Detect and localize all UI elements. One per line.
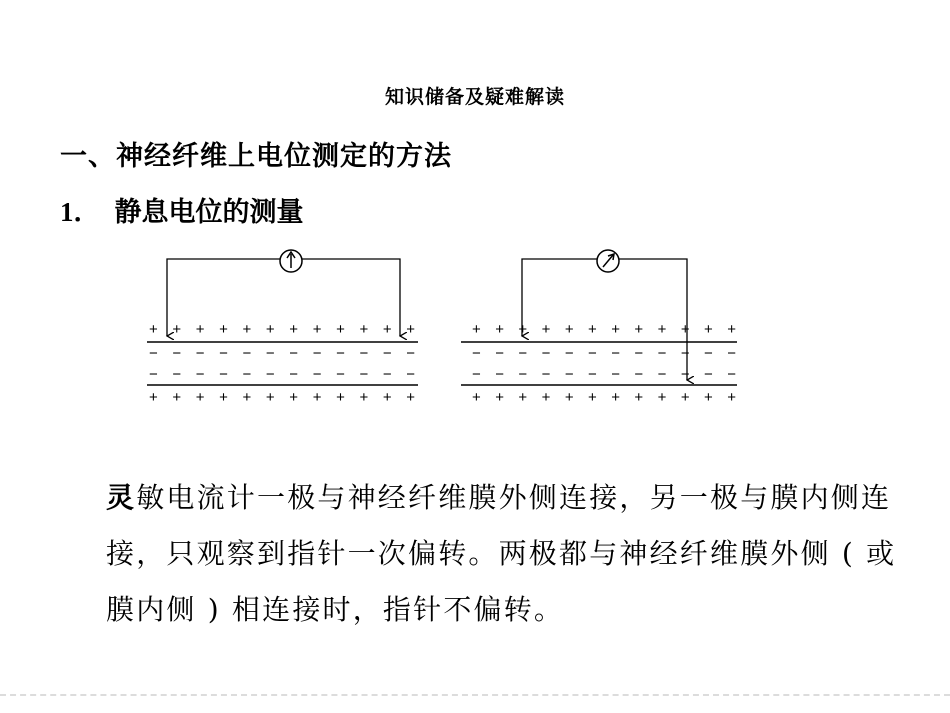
subsection-number: 1． [60, 197, 101, 227]
right-inner-bottom-charges: − − − − − − − − − − − − [472, 366, 736, 383]
subsection-title: 静息电位的测量 [114, 197, 304, 228]
body-first-char: 灵 [106, 481, 137, 514]
header-title: 知识储备及疑难解读 [384, 86, 565, 108]
left-outer-bottom-charges: + + + + + + + + + + + + [149, 389, 415, 406]
right-inner-top-charges: − − − − − − − − − − − − [472, 345, 736, 362]
galvanometer-icon [280, 250, 302, 272]
left-outer-top-charges: + + + + + + + + + + + + [149, 321, 415, 338]
right-outer-top-charges: + + + + + + + + + + + + [472, 321, 736, 338]
section-heading: 一、神经纤维上电位测定的方法 [60, 141, 452, 172]
body-paragraph [106, 470, 901, 638]
body-text: 敏电流计一极与神经纤维膜外侧连接，另一极与膜内侧连接，只观察到指针一次偏转。两极都与神经纤维膜外侧 ( 或膜内侧 ) 相连接时，指针不偏转。 [106, 481, 897, 626]
left-diagram [147, 250, 418, 406]
footer-divider [0, 694, 950, 696]
left-inner-top-charges: − − − − − − − − − − − − [149, 345, 415, 362]
right-outer-bottom-charges: + + + + + + + + + + + + [472, 389, 736, 406]
right-diagram [461, 250, 737, 406]
left-inner-bottom-charges: − − − − − − − − − − − − [149, 366, 415, 383]
galvanometer-deflected-icon [597, 250, 619, 272]
